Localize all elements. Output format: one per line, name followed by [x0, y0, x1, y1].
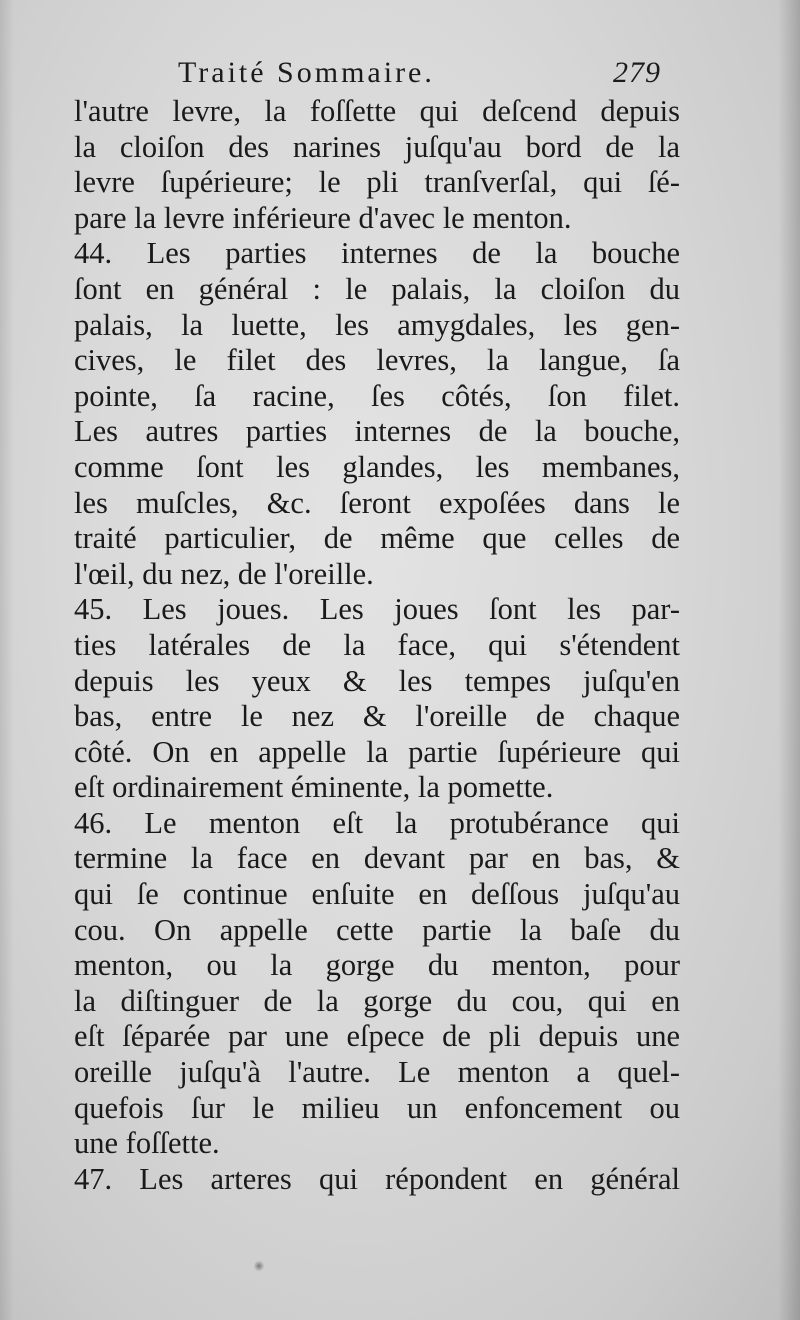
text-line: côté. On en appelle la partie ſupérieure qui — [74, 734, 680, 769]
text-line: qui ſe continue enſuite en deſſous juſqu'au — [74, 877, 680, 912]
text-line: 47. Les arteres qui répondent en général — [74, 1161, 680, 1196]
text-line: comme ſont les glandes, les membanes, — [74, 449, 680, 484]
page-edge-shadow-right — [778, 0, 800, 1320]
text-line: l'autre levre, la foſſette qui deſcend depuis — [74, 94, 680, 128]
text-line: eſt ordinairement éminente, la pomette. — [74, 770, 554, 805]
page-number: 279 — [613, 56, 661, 89]
page-edge-shadow-left — [0, 0, 14, 1320]
text-line: palais, la luette, les amygdales, les gen- — [74, 307, 680, 342]
text-line: cives, le filet des levres, la langue, ſa — [74, 343, 680, 378]
text-line: menton, ou la gorge du menton, pour — [74, 948, 680, 983]
text-line: pare la levre inférieure d'avec le menton. — [74, 200, 572, 235]
text-line: quefois ſur le milieu un enfoncement ou — [74, 1090, 680, 1125]
text-line: cou. On appelle cette partie la baſe du — [74, 912, 680, 947]
text-line: les muſcles, &c. ſeront expoſées dans le — [74, 485, 680, 520]
text-line: bas, entre le nez & l'oreille de chaque — [74, 699, 680, 734]
text-line: 45. Les joues. Les joues ſont les par- — [74, 592, 680, 627]
ink-speck — [254, 1260, 264, 1272]
text-line: Les autres parties internes de la bouche, — [74, 414, 680, 449]
text-line: la diſtinguer de la gorge du cou, qui en — [74, 983, 680, 1018]
text-line: eſt ſéparée par une eſpece de pli depuis une — [74, 1019, 680, 1054]
text-line: ſont en général : le palais, la cloiſon du — [74, 271, 680, 306]
text-line: termine la face en devant par en bas, & — [74, 841, 680, 876]
text-line: 46. Le menton eſt la protubérance qui — [74, 805, 680, 840]
text-line: l'œil, du nez, de l'oreille. — [74, 556, 374, 591]
text-line: depuis les yeux & les tempes juſqu'en — [74, 663, 680, 698]
text-line: ties latérales de la face, qui s'étendent — [74, 627, 680, 662]
text-line: traité particulier, de même que celles de — [74, 521, 680, 556]
running-header — [178, 56, 678, 90]
text-line: une foſſette. — [74, 1126, 220, 1161]
running-title: Traité Sommaire. — [178, 56, 435, 89]
text-line: la cloiſon des narines juſqu'au bord de la — [74, 129, 680, 164]
text-line: oreille juſqu'à l'autre. Le menton a quel- — [74, 1055, 680, 1090]
text-line: levre ſupérieure; le pli tranſverſal, qui ſé- — [74, 165, 680, 200]
text-line: pointe, ſa racine, ſes côtés, ſon filet. — [74, 378, 680, 413]
text-line: 44. Les parties internes de la bouche — [74, 236, 680, 271]
body-text — [74, 94, 680, 1197]
